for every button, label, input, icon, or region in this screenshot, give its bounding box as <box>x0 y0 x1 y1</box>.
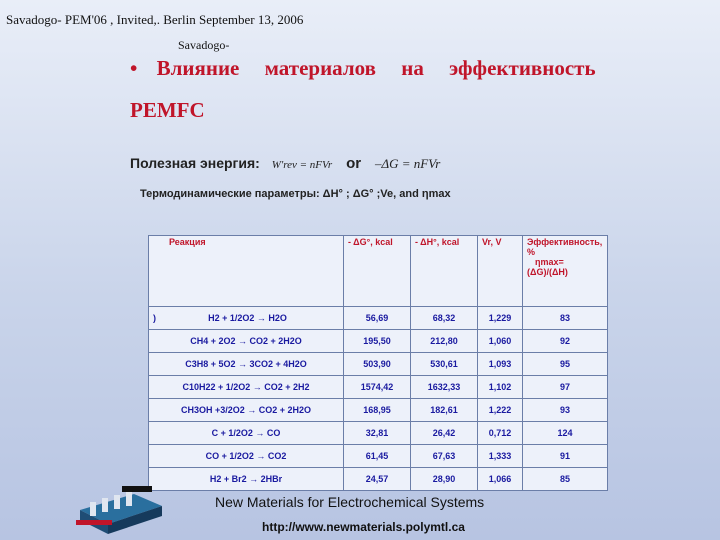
col-dh: - ΔH°, kcal <box>411 236 478 307</box>
reaction-cell: C + 1/2O2 → CO <box>149 422 344 445</box>
voltage-cell: 1,229 <box>478 307 523 330</box>
voltage-cell: 1,222 <box>478 399 523 422</box>
col-v: Vr, V <box>478 236 523 307</box>
voltage-cell: 1,060 <box>478 330 523 353</box>
voltage-cell: 1,066 <box>478 468 523 491</box>
dh-cell: 28,90 <box>411 468 478 491</box>
voltage-cell: 1,102 <box>478 376 523 399</box>
slide-subheader: Savadogo- <box>178 38 230 52</box>
table-row <box>149 422 608 445</box>
title-word-1: Влияние <box>156 56 240 80</box>
slide-header: Savadogo- PEM'06 , Invited,. Berlin September 13, 2006 <box>6 12 304 27</box>
slide-title <box>130 56 596 81</box>
efficiency-cell: 97 <box>523 376 608 399</box>
dh-cell: 26,42 <box>411 422 478 445</box>
dh-cell: 182,61 <box>411 399 478 422</box>
dh-cell: 67,63 <box>411 445 478 468</box>
col-dg: - ΔG°, kcal <box>344 236 411 307</box>
efficiency-cell: 95 <box>523 353 608 376</box>
table-row <box>149 376 608 399</box>
table-row <box>149 330 608 353</box>
title-word-4: эффективность <box>449 56 596 80</box>
formula-work: W'rev = nFVr <box>271 159 333 171</box>
reaction-cell: H2 + Br2 → 2HBr <box>149 468 344 491</box>
col-eff: Эффективность, % ηmax= (ΔG)/(ΔH) <box>523 236 608 307</box>
or-word: or <box>346 155 362 172</box>
table-row <box>149 399 608 422</box>
reaction-cell: C3H8 + 5O2 → 3CO2 + 4H2O <box>149 353 344 376</box>
table-row <box>149 307 608 330</box>
table-row <box>149 468 608 491</box>
dg-cell: 61,45 <box>344 445 411 468</box>
dg-cell: 1574,42 <box>344 376 411 399</box>
dh-cell: 530,61 <box>411 353 478 376</box>
efficiency-cell: 91 <box>523 445 608 468</box>
footer-title: New Materials for Electrochemical Systems <box>215 494 485 510</box>
dg-cell: 168,95 <box>344 399 411 422</box>
reaction-cell: C10H22 + 1/2O2 → CO2 + 2H2 <box>149 376 344 399</box>
title-word-2: материалов <box>264 56 376 80</box>
efficiency-cell: 85 <box>523 468 608 491</box>
efficiency-cell: 92 <box>523 330 608 353</box>
slide-title-line2: PEMFC <box>130 98 205 122</box>
reaction-cell: CH3OH +3/2O2 → CO2 + 2H2O <box>149 399 344 422</box>
reaction-cell <box>149 307 344 330</box>
table-row <box>149 445 608 468</box>
table-row <box>149 353 608 376</box>
voltage-cell: 1,333 <box>478 445 523 468</box>
dg-cell: 32,81 <box>344 422 411 445</box>
reaction-cell: CH4 + 2O2 → CO2 + 2H2O <box>149 330 344 353</box>
useful-energy-line <box>130 155 440 172</box>
title-word-3: на <box>401 56 424 80</box>
reaction-prefix: ) <box>153 313 156 323</box>
voltage-cell: 0,712 <box>478 422 523 445</box>
dh-cell: 1632,33 <box>411 376 478 399</box>
useful-energy-label: Полезная энергия: <box>130 155 260 171</box>
efficiency-cell: 93 <box>523 399 608 422</box>
efficiency-cell: 83 <box>523 307 608 330</box>
dh-cell: 68,32 <box>411 307 478 330</box>
table-header-row <box>149 236 608 307</box>
col-reaction: Реакция <box>149 236 344 307</box>
formula-gibbs: –ΔG = nFVr <box>374 156 441 171</box>
thermo-table <box>148 235 608 491</box>
dg-cell: 56,69 <box>344 307 411 330</box>
voltage-cell: 1,093 <box>478 353 523 376</box>
thermo-params-line: Термодинамические параметры: ΔH° ; ΔG° ;Ve, and ηmax <box>140 188 451 200</box>
dg-cell: 195,50 <box>344 330 411 353</box>
dg-cell: 24,57 <box>344 468 411 491</box>
efficiency-cell: 124 <box>523 422 608 445</box>
title-bullet: • <box>130 56 138 80</box>
institution-logo <box>74 482 166 536</box>
dh-cell: 212,80 <box>411 330 478 353</box>
footer-url[interactable]: http://www.newmaterials.polymtl.ca <box>262 520 465 534</box>
dg-cell: 503,90 <box>344 353 411 376</box>
reaction-cell: CO + 1/2O2 → CO2 <box>149 445 344 468</box>
reaction-text: H2 + 1/2O2 → H2O <box>208 313 287 323</box>
